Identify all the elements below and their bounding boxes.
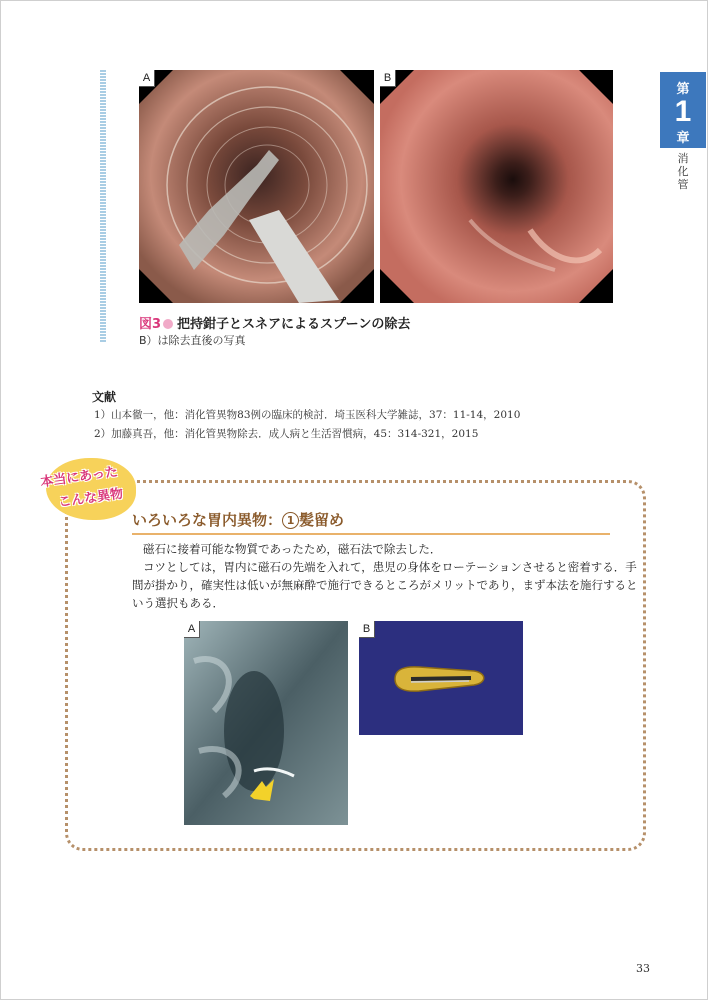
endoscopy-photo-a <box>139 70 374 303</box>
caption-dot-icon <box>163 319 173 329</box>
hairpin-photo-b <box>359 621 523 735</box>
chapter-prefix: 第 <box>676 82 690 97</box>
references-heading: 文献 <box>92 390 117 404</box>
endoscopy-image-b <box>380 70 613 303</box>
panel-label-b: B <box>380 70 396 87</box>
box-title <box>132 509 344 530</box>
figure-side-stripe <box>100 70 106 342</box>
xray-image <box>184 621 348 825</box>
reference-item: 2）加藤真吾，他：消化管異物除去．成人病と生活習慣病，45：314-321，2015 <box>94 428 479 440</box>
badge-line-1: 本当にあった <box>39 464 119 491</box>
panel-label-b: B <box>359 621 375 638</box>
paragraph-line: コツとしては，胃内に磁石の先端を入れて，患児の身体をローテーションさせると密着する．手 <box>143 560 637 574</box>
chapter-name: 消化管 <box>677 152 689 191</box>
reference-item: 1）山本徹一，他：消化管異物83例の臨床的検討．埼玉医科大学雑誌，37：11-14，2010 <box>94 409 521 421</box>
panel-label-a: A <box>139 70 155 87</box>
panel-label-a: A <box>184 621 200 638</box>
page-number: 33 <box>636 962 650 975</box>
title-underline <box>132 533 610 535</box>
chapter-suffix: 章 <box>676 131 690 146</box>
badge-line-2: こんな異物 <box>57 486 125 511</box>
hairpin-image <box>359 621 523 735</box>
figure-subcaption: B）は除去直後の写真 <box>139 334 246 347</box>
chapter-tab <box>660 72 706 148</box>
paragraph-line: 間が掛かり，確実性は低いが無麻酔で施行できるところがメリットであり，まず本法を施行すると <box>132 578 638 592</box>
xray-photo-a <box>184 621 348 825</box>
chapter-number: 1 <box>674 95 692 128</box>
paragraph-line: 磁石に接着可能な物質であったため，磁石法で除去した． <box>143 542 442 556</box>
figure-title: 把持鉗子とスネアによるスプーンの除去 <box>177 317 411 332</box>
figure-caption <box>139 313 410 332</box>
figure-number: 図3 <box>139 317 162 332</box>
endoscopy-photo-b <box>380 70 613 303</box>
endoscopy-image-a <box>139 70 374 303</box>
box-title-suffix: 髪留め <box>299 511 345 529</box>
box-title-prefix: いろいろな胃内異物： <box>132 511 283 529</box>
circled-number: 1 <box>282 512 299 529</box>
paragraph-line: いう選択もある． <box>132 596 224 610</box>
column-box <box>65 480 646 851</box>
